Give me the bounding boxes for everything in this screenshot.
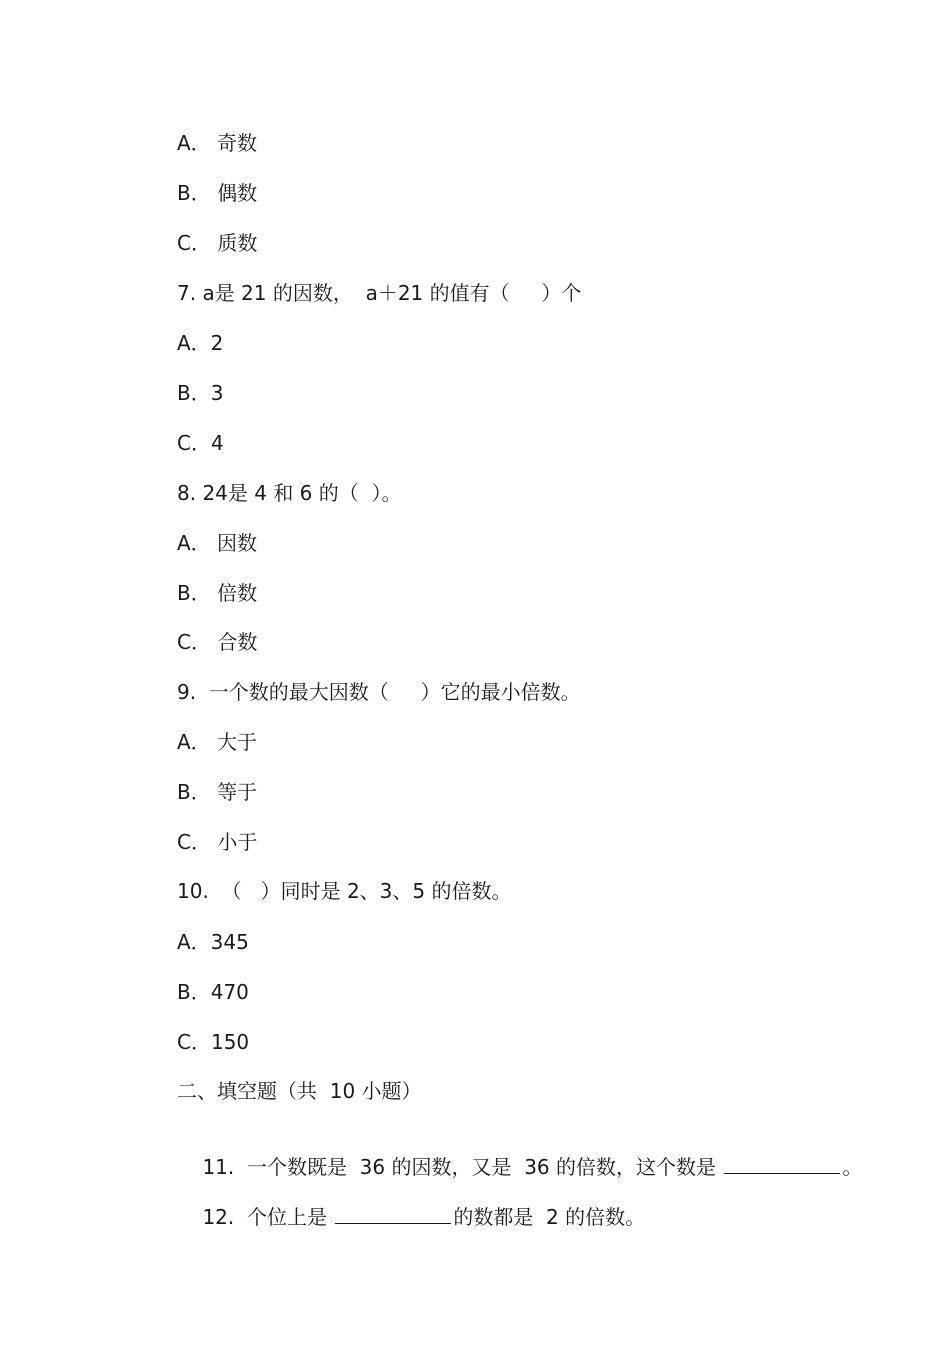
q10-option-c: C．150 (177, 1030, 250, 1054)
q8-option-a: A． 因数 (177, 531, 258, 555)
q8-option-c: C． 合数 (177, 630, 258, 654)
q8-option-b: B． 倍数 (177, 581, 258, 605)
q12-text: 12. 个位上是 (202, 1205, 334, 1229)
q11-answer-blank[interactable] (724, 1155, 840, 1174)
q9-question: 9. 一个数的最大因数（ ）它的最小倍数。 (177, 680, 581, 704)
q6-option-b: B． 偶数 (177, 181, 258, 205)
q10-option-a: A．345 (177, 930, 249, 954)
q8-question: 8. 24是 4 和 6 的（ ）。 (177, 481, 402, 505)
q12-question (177, 1178, 645, 1256)
q11-end: 。 (842, 1155, 863, 1179)
q9-option-b: B． 等于 (177, 780, 258, 804)
q7-option-b: B．3 (177, 381, 224, 405)
q6-option-c: C． 质数 (177, 231, 258, 255)
q12-answer-blank[interactable] (335, 1205, 451, 1224)
q9-option-a: A． 大于 (177, 730, 258, 754)
q10-option-b: B．470 (177, 980, 249, 1004)
q9-option-c: C． 小于 (177, 830, 258, 854)
q10-question: 10. （ ）同时是 2、3、5 的倍数。 (177, 879, 512, 903)
q7-option-c: C．4 (177, 431, 224, 455)
q7-question: 7. a是 21 的因数， a＋21 的值有（ ）个 (177, 281, 582, 305)
section-heading: 二、填空题（共 10 小题） (177, 1079, 422, 1103)
q7-option-a: A．2 (177, 331, 224, 355)
q6-option-a: A． 奇数 (177, 131, 258, 155)
q11-text: 11. 一个数既是 36 的因数，又是 36 的倍数，这个数是 (202, 1155, 723, 1179)
q12-end: 的数都是 2 的倍数。 (453, 1205, 646, 1229)
